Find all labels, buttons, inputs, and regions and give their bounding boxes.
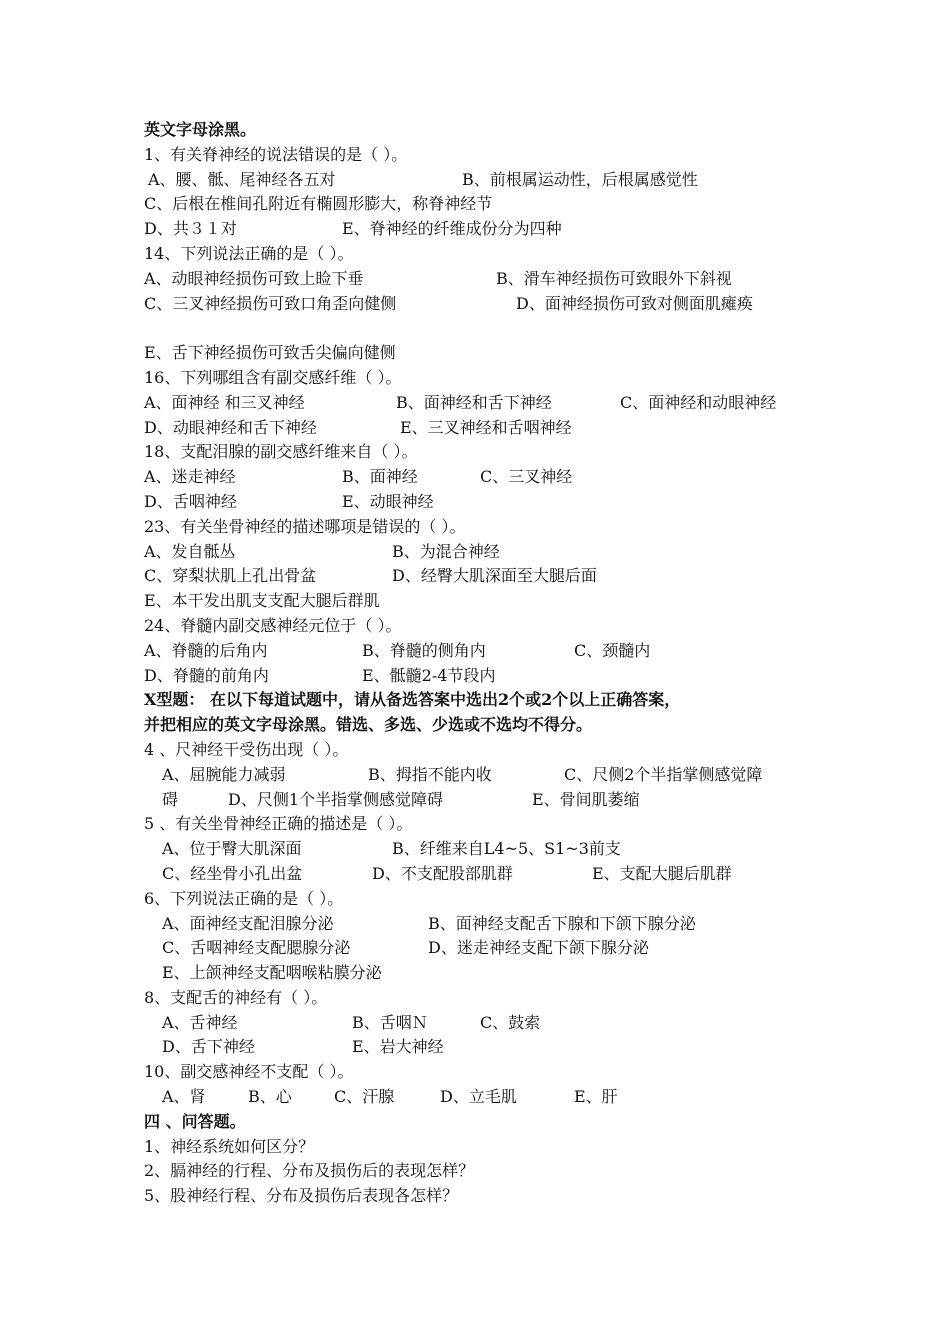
line-text: 8、支配舌的神经有（ ）。: [144, 987, 328, 1007]
option-text: C、颈髓内: [574, 640, 651, 660]
text-line: [144, 812, 844, 837]
line-text: 24、脊髓内副交感神经元位于（ ）。: [144, 615, 402, 635]
section-heading-line: [144, 688, 844, 713]
exam-page: [144, 118, 844, 1209]
option-text: B、舌咽Ｎ: [352, 1012, 428, 1032]
text-line: [144, 1060, 844, 1085]
option-text: E、动眼神经: [342, 491, 434, 511]
line-text: A、迷走神经: [144, 467, 236, 487]
section-heading-line: [144, 713, 844, 738]
line-text: D、舌咽神经: [144, 491, 237, 511]
text-line: [144, 887, 844, 912]
text-line: [144, 168, 844, 193]
line-text: 1、有关脊神经的说法错误的是（ ）。: [144, 144, 408, 164]
section-heading-line: [144, 1110, 844, 1135]
text-line: [144, 490, 844, 515]
text-line: [144, 986, 844, 1011]
line-text: A、发自骶丛: [144, 541, 236, 561]
text-line: [144, 1135, 844, 1160]
option-text: B、纤维来自L4~5、S1~3前支: [392, 839, 621, 859]
option-text: B、拇指不能内收: [368, 764, 492, 784]
line-text: 23、有关坐骨神经的描述哪项是错误的（ ）。: [144, 516, 466, 536]
text-line: [144, 788, 844, 813]
option-text: D、不支配股部肌群: [372, 863, 513, 883]
text-line: [144, 837, 844, 862]
option-text: C、尺侧2个半指掌侧感觉障: [564, 764, 763, 784]
text-line: [144, 540, 844, 565]
line-text: C、穿梨状肌上孔出骨盆: [144, 566, 317, 586]
option-text: B、脊髓的侧角内: [362, 640, 486, 660]
line-text: A、面神经支配泪腺分泌: [162, 913, 334, 933]
line-text: 5、股神经行程、分布及损伤后表现各怎样？: [144, 1186, 459, 1206]
option-text: E、骨间肌萎缩: [532, 789, 640, 809]
text-line: [144, 192, 844, 217]
line-text: C、经坐骨小孔出盆: [162, 863, 303, 883]
line-text: A、位于臀大肌深面: [162, 839, 302, 859]
line-text: A、动眼神经损伤可致上睑下垂: [144, 268, 364, 288]
option-text: B、前根属运动性，后根属感觉性: [462, 169, 698, 189]
line-text: X型题： 在以下每道试题中，请从备选答案中选出2个或2个以上正确答案，: [144, 690, 681, 710]
option-text: C、汗腺: [334, 1087, 395, 1107]
line-text: 5 、有关坐骨神经正确的描述是（ ）。: [144, 814, 413, 834]
line-text: E、舌下神经损伤可致舌尖偏向健侧: [144, 343, 396, 363]
option-text: D、立毛肌: [440, 1087, 517, 1107]
line-text: C、后根在椎间孔附近有椭圆形膨大，称脊神经节: [144, 194, 493, 214]
option-text: E、岩大神经: [352, 1037, 444, 1057]
text-line: [144, 217, 844, 242]
text-line: [144, 614, 844, 639]
text-line: [144, 366, 844, 391]
text-line: [144, 515, 844, 540]
text-line: [144, 738, 844, 763]
line-text: A、面神经 和三叉神经: [144, 392, 305, 412]
line-text: A、肾: [162, 1087, 206, 1107]
text-line: [144, 1184, 844, 1209]
option-text: E、支配大腿后肌群: [592, 863, 732, 883]
line-text: 10、副交感神经不支配（ ）。: [144, 1062, 354, 1082]
line-text: D、舌下神经: [162, 1037, 255, 1057]
line-text: A、屈腕能力减弱: [162, 764, 286, 784]
line-text: D、动眼神经和舌下神经: [144, 417, 317, 437]
text-line: [144, 416, 844, 441]
line-text: 16、下列哪组含有副交感纤维（ ）。: [144, 367, 402, 387]
text-line: [144, 1159, 844, 1184]
text-line: [144, 589, 844, 614]
text-line: [144, 961, 844, 986]
text-line: [144, 292, 844, 317]
option-text: B、心: [248, 1087, 292, 1107]
option-text: C、三叉神经: [480, 467, 573, 487]
text-line: [144, 564, 844, 589]
text-line: [144, 1085, 844, 1110]
line-text: C、舌咽神经支配腮腺分泌: [162, 938, 351, 958]
line-text: 2、膈神经的行程、分布及损伤后的表现怎样？: [144, 1161, 475, 1181]
section-heading-line: [144, 118, 844, 143]
line-text: A、脊髓的后角内: [144, 640, 268, 660]
text-line: [144, 936, 844, 961]
text-line: [144, 143, 844, 168]
line-text: 英文字母涂黑。: [144, 120, 257, 139]
text-line: [144, 664, 844, 689]
option-text: E、脊神经的纤维成份分为四种: [342, 219, 562, 239]
text-line: [144, 1035, 844, 1060]
option-text: B、面神经: [342, 467, 418, 487]
text-line: [144, 341, 844, 366]
option-text: E、三叉神经和舌咽神经: [400, 417, 572, 437]
line-text: A、舌神经: [162, 1012, 238, 1032]
option-text: B、为混合神经: [392, 541, 500, 561]
text-line: [144, 440, 844, 465]
text-line: [144, 465, 844, 490]
line-text: 碍: [162, 789, 179, 809]
option-text: B、滑车神经损伤可致眼外下斜视: [496, 268, 732, 288]
line-text: 1、神经系统如何区分？: [144, 1136, 315, 1156]
text-line: [144, 1011, 844, 1036]
option-text: C、鼓索: [480, 1012, 541, 1032]
option-text: B、面神经和舌下神经: [396, 392, 552, 412]
line-text: 四 、问答题。: [144, 1111, 246, 1131]
text-line: [144, 912, 844, 937]
option-text: D、迷走神经支配下颌下腺分泌: [428, 938, 649, 958]
line-text: 并把相应的英文字母涂黑。错选、多选、少选或不选均不得分。: [144, 715, 593, 735]
option-text: D、经臀大肌深面至大腿后面: [392, 566, 597, 586]
option-text: D、面神经损伤可致对侧面肌瘫痪: [516, 293, 753, 313]
blank-line: [144, 316, 844, 341]
text-line: [144, 391, 844, 416]
option-text: B、面神经支配舌下腺和下颌下腺分泌: [428, 913, 696, 933]
line-text: E、本干发出肌支支配大腿后群肌: [144, 591, 380, 611]
line-text: 6、下列说法正确的是（ ）。: [144, 888, 344, 908]
text-line: [144, 862, 844, 887]
text-line: [144, 763, 844, 788]
line-text: D、脊髓的前角内: [144, 665, 269, 685]
text-line: [144, 639, 844, 664]
text-line: [144, 242, 844, 267]
text-line: [144, 267, 844, 292]
line-text: C、三叉神经损伤可致口角歪向健侧: [144, 293, 397, 313]
line-text: A、腰、骶、尾神经各五对: [148, 169, 336, 189]
line-text: 14、下列说法正确的是（ ）。: [144, 243, 354, 263]
line-text: 18、支配泪腺的副交感纤维来自（ ）。: [144, 442, 418, 462]
option-text: E、肝: [574, 1087, 618, 1107]
line-text: 4 、尺神经干受伤出现（ ）。: [144, 739, 349, 759]
option-text: C、面神经和动眼神经: [620, 392, 777, 412]
line-text: E、上颌神经支配咽喉粘膜分泌: [162, 963, 382, 983]
option-text: D、尺侧1个半指掌侧感觉障碍: [228, 789, 444, 809]
line-text: D、共３１对: [144, 219, 237, 239]
option-text: E、骶髓2-4节段内: [362, 665, 496, 685]
